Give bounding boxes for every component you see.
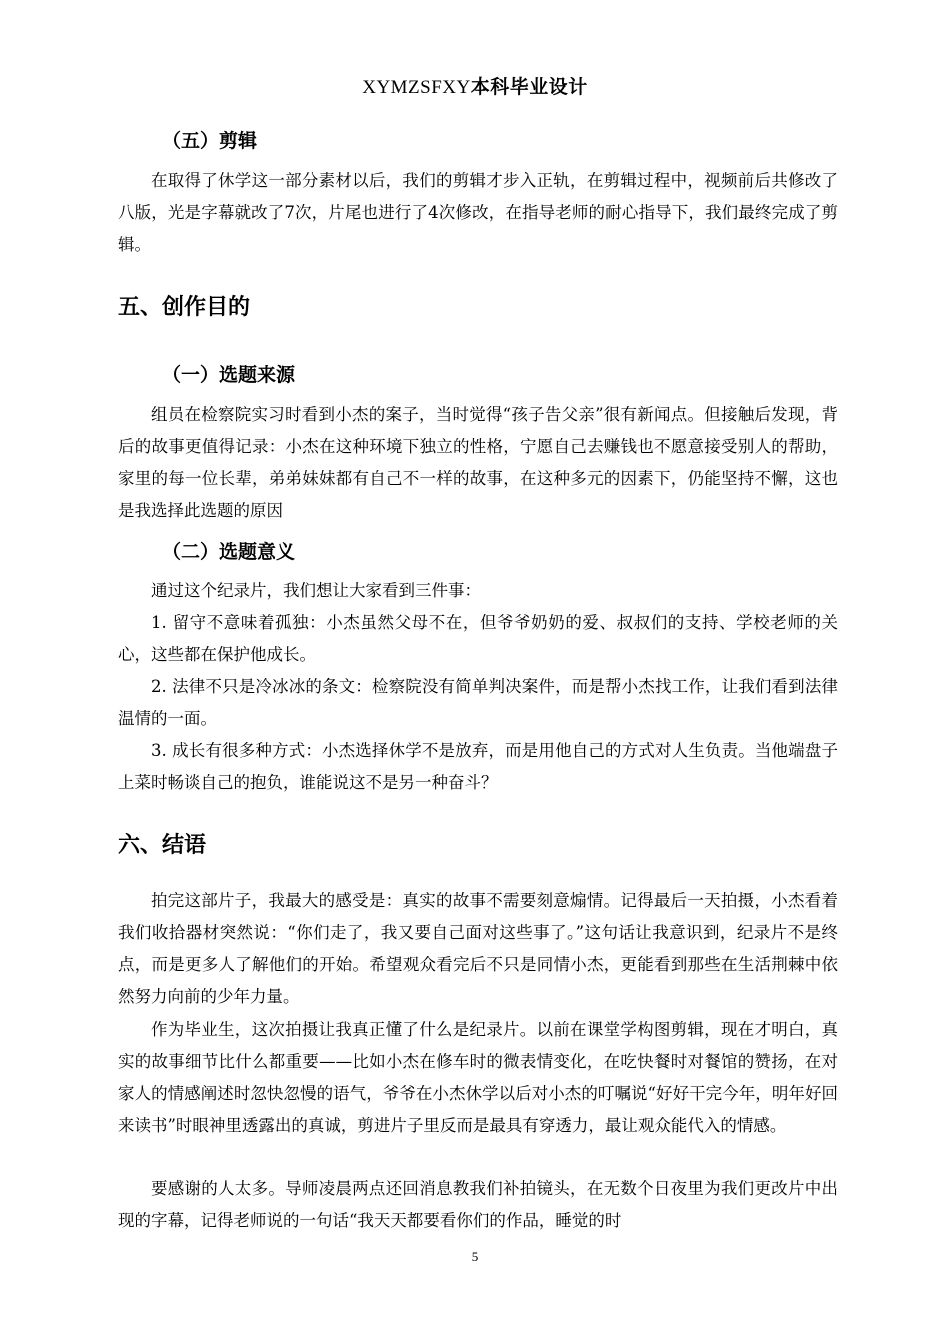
page-header bbox=[0, 72, 950, 99]
header-title: 本科毕业设计 bbox=[470, 76, 588, 98]
paragraph-topic-source: 组员在检察院实习时看到小杰的案子，当时觉得“孩子告父亲”很有新闻点。但接触后发现，背后的故事更值得记录：小杰在这种环境下独立的性格，宁愿自己去赚钱也不愿意接受别人的帮助，家里的每一位长辈，弟弟妹妹都有自己不一样的故事，在这种多元的因素下，仍能坚持不懈，这也是我选择此选题的原因 bbox=[118, 405, 838, 520]
list-item-3: 3. 成长有很多种方式：小杰选择休学不是放弃，而是用他自己的方式对人生负责。当他端盘子上菜时畅谈自己的抱负，谁能说这不是另一种奋斗？ bbox=[118, 741, 838, 792]
paragraph-conclusion-1: 拍完这部片子，我最大的感受是：真实的故事不需要刻意煽情。记得最后一天拍摄，小杰看着我们收拾器材突然说：“你们走了，我又要自己面对这些事了。”这句话让我意识到，纪录片不是终点，而是更多人了解他们的开始。希望观众看完后不只是同情小杰，更能看到那些在生活荆棘中依然努力向前的少年力量。 bbox=[118, 891, 838, 1006]
list-item-1: 1. 留守不意味着孤独：小杰虽然父母不在，但爷爷奶奶的爱、叔叔们的支持、学校老师的关心，这些都在保护他成长。 bbox=[118, 613, 838, 664]
paragraph-conclusion-2: 作为毕业生，这次拍摄让我真正懂了什么是纪录片。以前在课堂学构图剪辑，现在才明白，真实的故事细节比什么都重要——比如小杰在修车时的微表情变化，在吃快餐时对餐馆的赞扬，在对家人的情感阐述时忽快忽慢的语气，爷爷在小杰休学以后对小杰的叮嘱说“好好干完今年，明年好回来读书”时眼神里透露出的真诚，剪进片子里反而是最具有穿透力，最让观众能代入的情感。 bbox=[118, 1020, 838, 1135]
list-item-2: 2. 法律不只是冷冰冰的条文：检察院没有简单判决案件，而是帮小杰找工作，让我们看到法律温情的一面。 bbox=[118, 677, 838, 728]
paragraph-conclusion-3: 要感谢的人太多。导师凌晨两点还回消息教我们补拍镜头，在无数个日夜里为我们更改片中出现的字幕，记得老师说的一句话“我天天都要看你们的作品，睡觉的时 bbox=[118, 1179, 838, 1230]
header-prefix: XYMZSFXY bbox=[362, 77, 471, 98]
subsection-heading-topic-source: （一）选题来源 bbox=[162, 364, 296, 386]
subsection-heading-editing: （五）剪辑 bbox=[162, 130, 258, 152]
paragraph-significance-intro: 通过这个纪录片，我们想让大家看到三件事： bbox=[151, 581, 481, 600]
section-heading-conclusion: 六、结语 bbox=[118, 833, 207, 858]
page-number: 5 bbox=[471, 1249, 479, 1264]
paragraph-editing: 在取得了休学这一部分素材以后，我们的剪辑才步入正轨，在剪辑过程中，视频前后共修改了八版，光是字幕就改了7次，片尾也进行了4次修改，在指导老师的耐心指导下，我们最终完成了剪辑。 bbox=[118, 171, 838, 254]
section-heading-creation-purpose: 五、创作目的 bbox=[118, 295, 251, 320]
subsection-heading-topic-significance: （二）选题意义 bbox=[162, 541, 296, 563]
